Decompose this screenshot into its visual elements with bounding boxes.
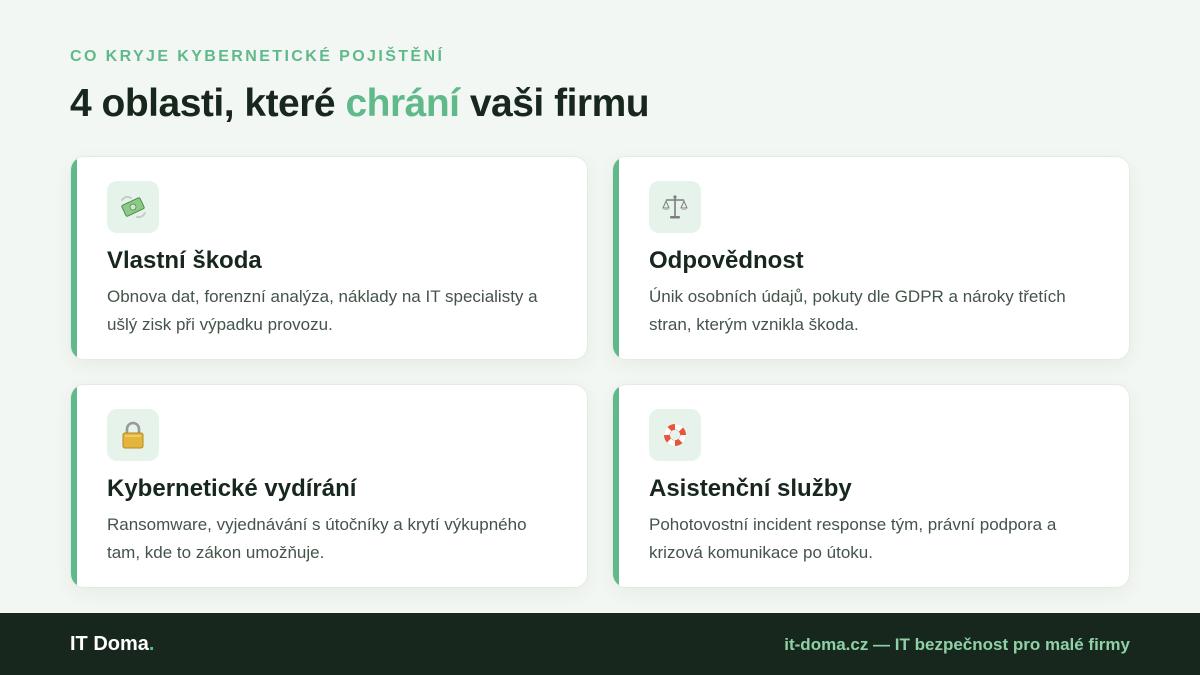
coverage-card-liability — [612, 156, 1130, 360]
brand-logo[interactable] — [70, 633, 154, 656]
footer-bar — [0, 613, 1200, 675]
padlock-icon — [107, 409, 159, 461]
card-description: Únik osobních údajů, pokuty dle GDPR a nároky třetích stran, kterým vznikla škoda. — [649, 287, 1066, 334]
coverage-card-own-damage — [70, 156, 588, 360]
lifebuoy-icon — [649, 409, 701, 461]
card-title: Odpovědnost — [649, 247, 804, 274]
section-eyebrow: CO KRYJE KYBERNETICKÉ POJIŠTĚNÍ — [70, 48, 445, 65]
card-title: Asistenční služby — [649, 475, 852, 502]
title-part-1: 4 oblasti, které — [70, 82, 346, 125]
brand-name: IT Doma — [70, 633, 149, 655]
page-title — [70, 82, 649, 126]
coverage-card-extortion — [70, 384, 588, 588]
card-title: Kybernetické vydírání — [107, 475, 357, 502]
card-description: Obnova dat, forenzní analýza, náklady na IT specialisty a ušlý zisk při výpadku provozu. — [107, 287, 538, 334]
coverage-card-assistance — [612, 384, 1130, 588]
card-description: Ransomware, vyjednávání s útočníky a krytí výkupného tam, kde to zákon umožňuje. — [107, 515, 527, 562]
card-description: Pohotovostní incident response tým, právní podpora a krizová komunikace po útoku. — [649, 515, 1057, 562]
title-part-2: vaši firmu — [459, 82, 650, 125]
card-title: Vlastní škoda — [107, 247, 262, 274]
money-with-wings-icon — [107, 181, 159, 233]
scales-icon — [649, 181, 701, 233]
footer-tagline: it-doma.cz — IT bezpečnost pro malé firmy — [784, 635, 1130, 654]
title-accent: chrání — [345, 82, 460, 125]
brand-dot: . — [148, 633, 155, 655]
